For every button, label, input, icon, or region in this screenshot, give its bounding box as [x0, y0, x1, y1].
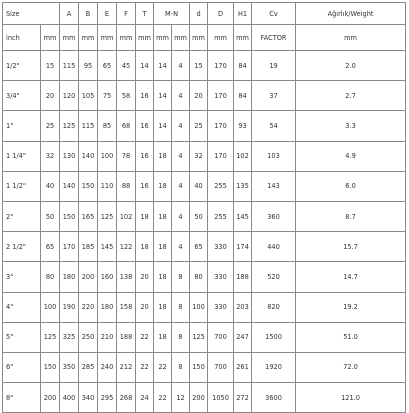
- table-cell: 54: [252, 111, 296, 141]
- table-cell: 170: [208, 111, 234, 141]
- table-cell: 105: [79, 81, 98, 111]
- size-inch-cell: 1/2": [3, 51, 41, 81]
- table-cell: 80: [41, 262, 60, 292]
- table-cell: 100: [98, 141, 117, 171]
- table-cell: 174: [234, 232, 252, 262]
- table-cell: 16: [136, 141, 154, 171]
- table-cell: 18: [154, 141, 172, 171]
- table-cell: 180: [98, 292, 117, 322]
- unit-cell: mm: [234, 25, 252, 51]
- table-cell: 188: [117, 322, 136, 352]
- table-cell: 84: [234, 51, 252, 81]
- table-cell: 88: [117, 171, 136, 201]
- table-cell: 15.7: [296, 232, 406, 262]
- size-inch-cell: 2 1/2": [3, 232, 41, 262]
- table-cell: 58: [117, 81, 136, 111]
- header-cell-f: F: [117, 3, 136, 25]
- table-cell: 188: [234, 262, 252, 292]
- table-cell: 102: [234, 141, 252, 171]
- table-cell: 200: [79, 262, 98, 292]
- table-row: [3, 81, 406, 111]
- table-row: [3, 232, 406, 262]
- header-cell-b: B: [79, 3, 98, 25]
- table-cell: 95: [79, 51, 98, 81]
- table-row: [3, 141, 406, 171]
- table-cell: 16: [136, 171, 154, 201]
- table-cell: 51.0: [296, 322, 406, 352]
- table-cell: 6.0: [296, 171, 406, 201]
- table-cell: 32: [41, 141, 60, 171]
- table-cell: 150: [60, 201, 79, 231]
- table-cell: 65: [41, 232, 60, 262]
- table-cell: 18: [154, 171, 172, 201]
- table-cell: 350: [60, 352, 79, 382]
- table-cell: 19.2: [296, 292, 406, 322]
- size-inch-cell: 4": [3, 292, 41, 322]
- table-cell: 8: [172, 292, 190, 322]
- table-cell: 16: [136, 81, 154, 111]
- table-cell: 210: [98, 322, 117, 352]
- table-cell: 138: [117, 262, 136, 292]
- table-cell: 18: [154, 232, 172, 262]
- table-row: [3, 383, 406, 413]
- header-cell-weight: Ağırlık/Weight: [296, 3, 406, 25]
- table-cell: 140: [60, 171, 79, 201]
- header-cell-size: Size: [3, 3, 60, 25]
- table-cell: 22: [154, 383, 172, 413]
- unit-cell: mm: [117, 25, 136, 51]
- table-cell: 18: [154, 292, 172, 322]
- table-cell: 85: [98, 111, 117, 141]
- size-inch-cell: 3/4": [3, 81, 41, 111]
- table-cell: 700: [208, 352, 234, 382]
- table-cell: 37: [252, 81, 296, 111]
- table-cell: 40: [190, 171, 208, 201]
- header-row-units: [3, 25, 406, 51]
- table-cell: 4: [172, 111, 190, 141]
- unit-cell: mm: [79, 25, 98, 51]
- table-cell: 203: [234, 292, 252, 322]
- table-cell: 220: [79, 292, 98, 322]
- table-cell: 110: [98, 171, 117, 201]
- table-cell: 170: [60, 232, 79, 262]
- table-cell: 4: [172, 171, 190, 201]
- table-cell: 18: [136, 232, 154, 262]
- table-cell: 330: [208, 232, 234, 262]
- table-cell: 120: [60, 81, 79, 111]
- table-cell: 170: [208, 141, 234, 171]
- table-cell: 4: [172, 141, 190, 171]
- unit-cell: mm: [172, 25, 190, 51]
- table-cell: 125: [190, 322, 208, 352]
- table-cell: 247: [234, 322, 252, 352]
- table-cell: 255: [208, 171, 234, 201]
- table-cell: 22: [136, 352, 154, 382]
- table-cell: 170: [208, 51, 234, 81]
- size-inch-cell: 6": [3, 352, 41, 382]
- table-cell: 102: [117, 201, 136, 231]
- table-cell: 261: [234, 352, 252, 382]
- table-cell: 2.0: [296, 51, 406, 81]
- unit-cell: mm: [296, 25, 406, 51]
- table-cell: 14: [154, 81, 172, 111]
- table-cell: 18: [136, 201, 154, 231]
- size-inch-cell: 1": [3, 111, 41, 141]
- table-cell: 3600: [252, 383, 296, 413]
- table-cell: 190: [60, 292, 79, 322]
- table-cell: 20: [41, 81, 60, 111]
- header-cell-cv: Cv: [252, 3, 296, 25]
- table-cell: 145: [234, 201, 252, 231]
- table-cell: 18: [154, 322, 172, 352]
- table-cell: 75: [98, 81, 117, 111]
- table-cell: 440: [252, 232, 296, 262]
- table-row: [3, 292, 406, 322]
- table-cell: 272: [234, 383, 252, 413]
- table-cell: 121.0: [296, 383, 406, 413]
- table-cell: 150: [41, 352, 60, 382]
- table-cell: 20: [136, 262, 154, 292]
- table-cell: 150: [79, 171, 98, 201]
- table-cell: 50: [41, 201, 60, 231]
- table-cell: 1920: [252, 352, 296, 382]
- table-cell: 340: [79, 383, 98, 413]
- table-cell: 3.3: [296, 111, 406, 141]
- header-cell-h1: H1: [234, 3, 252, 25]
- table-cell: 68: [117, 111, 136, 141]
- size-inch-cell: 1 1/2": [3, 171, 41, 201]
- table-cell: 72.0: [296, 352, 406, 382]
- table-cell: 78: [117, 141, 136, 171]
- table-cell: 250: [79, 322, 98, 352]
- table-cell: 200: [190, 383, 208, 413]
- table-cell: 40: [41, 171, 60, 201]
- header-cell-t: T: [136, 3, 154, 25]
- table-cell: 4: [172, 232, 190, 262]
- table-row: [3, 171, 406, 201]
- table-cell: 158: [117, 292, 136, 322]
- table-cell: 100: [41, 292, 60, 322]
- unit-cell: mm: [136, 25, 154, 51]
- table-cell: 820: [252, 292, 296, 322]
- table-row: [3, 262, 406, 292]
- table-cell: 19: [252, 51, 296, 81]
- unit-cell: mm: [98, 25, 117, 51]
- table-cell: 18: [154, 201, 172, 231]
- table-cell: 325: [60, 322, 79, 352]
- table-cell: 330: [208, 262, 234, 292]
- table-cell: 4.9: [296, 141, 406, 171]
- table-cell: 25: [190, 111, 208, 141]
- table-cell: 122: [117, 232, 136, 262]
- table-cell: 520: [252, 262, 296, 292]
- table-cell: 14: [154, 111, 172, 141]
- table-cell: 360: [252, 201, 296, 231]
- table-cell: 15: [41, 51, 60, 81]
- table-cell: 22: [154, 352, 172, 382]
- header-cell-d: d: [190, 3, 208, 25]
- table-cell: 32: [190, 141, 208, 171]
- size-inch-cell: 8": [3, 383, 41, 413]
- table-cell: 4: [172, 201, 190, 231]
- size-inch-cell: 5": [3, 322, 41, 352]
- valve-dimension-table: [2, 2, 406, 413]
- table-cell: 150: [190, 352, 208, 382]
- table-cell: 145: [98, 232, 117, 262]
- header-cell-m-n: M-N: [154, 3, 190, 25]
- size-inch-cell: 1 1/4": [3, 141, 41, 171]
- unit-cell: mm: [41, 25, 60, 51]
- table-cell: 18: [154, 262, 172, 292]
- table-cell: 20: [136, 292, 154, 322]
- table-cell: 143: [252, 171, 296, 201]
- table-cell: 8.7: [296, 201, 406, 231]
- table-cell: 1050: [208, 383, 234, 413]
- table-cell: 125: [98, 201, 117, 231]
- table-cell: 103: [252, 141, 296, 171]
- unit-cell: FACTOR: [252, 25, 296, 51]
- table-cell: 295: [98, 383, 117, 413]
- table-cell: 12: [172, 383, 190, 413]
- unit-cell: mm: [60, 25, 79, 51]
- table-cell: 14: [136, 51, 154, 81]
- table-cell: 16: [136, 111, 154, 141]
- table-cell: 140: [79, 141, 98, 171]
- table-cell: 165: [79, 201, 98, 231]
- table-cell: 255: [208, 201, 234, 231]
- table-cell: 285: [79, 352, 98, 382]
- unit-cell: mm: [208, 25, 234, 51]
- table-cell: 84: [234, 81, 252, 111]
- table-cell: 93: [234, 111, 252, 141]
- table-cell: 125: [41, 322, 60, 352]
- table-cell: 115: [60, 51, 79, 81]
- size-inch-cell: 2": [3, 201, 41, 231]
- table-cell: 14.7: [296, 262, 406, 292]
- table-cell: 185: [79, 232, 98, 262]
- table-cell: 212: [117, 352, 136, 382]
- header-row-labels: [3, 3, 406, 25]
- table-row: [3, 322, 406, 352]
- table-cell: 8: [172, 352, 190, 382]
- table-cell: 4: [172, 51, 190, 81]
- table-row: [3, 352, 406, 382]
- table-cell: 700: [208, 322, 234, 352]
- table-cell: 8: [172, 262, 190, 292]
- table-cell: 115: [79, 111, 98, 141]
- unit-cell: mm: [190, 25, 208, 51]
- table-cell: 22: [136, 322, 154, 352]
- table-cell: 400: [60, 383, 79, 413]
- table-cell: 8: [172, 322, 190, 352]
- table-cell: 14: [154, 51, 172, 81]
- table-cell: 100: [190, 292, 208, 322]
- table-cell: 25: [41, 111, 60, 141]
- table-cell: 160: [98, 262, 117, 292]
- size-inch-cell: 3": [3, 262, 41, 292]
- table-cell: 50: [190, 201, 208, 231]
- table-cell: 20: [190, 81, 208, 111]
- table-cell: 15: [190, 51, 208, 81]
- table-cell: 4: [172, 81, 190, 111]
- table-row: [3, 51, 406, 81]
- table-cell: 45: [117, 51, 136, 81]
- table-cell: 330: [208, 292, 234, 322]
- table-cell: 2.7: [296, 81, 406, 111]
- table-row: [3, 111, 406, 141]
- table-cell: 180: [60, 262, 79, 292]
- unit-cell: mm: [154, 25, 172, 51]
- table-cell: 240: [98, 352, 117, 382]
- table-cell: 65: [98, 51, 117, 81]
- table-cell: 125: [60, 111, 79, 141]
- table-cell: 170: [208, 81, 234, 111]
- table-cell: 130: [60, 141, 79, 171]
- header-cell-big-d: D: [208, 3, 234, 25]
- table-cell: 135: [234, 171, 252, 201]
- header-cell-e: E: [98, 3, 117, 25]
- table-cell: 65: [190, 232, 208, 262]
- table-cell: 24: [136, 383, 154, 413]
- table-cell: 200: [41, 383, 60, 413]
- table-cell: 1500: [252, 322, 296, 352]
- table-row: [3, 201, 406, 231]
- unit-cell: inch: [3, 25, 41, 51]
- table-cell: 80: [190, 262, 208, 292]
- header-cell-a: A: [60, 3, 79, 25]
- table-cell: 268: [117, 383, 136, 413]
